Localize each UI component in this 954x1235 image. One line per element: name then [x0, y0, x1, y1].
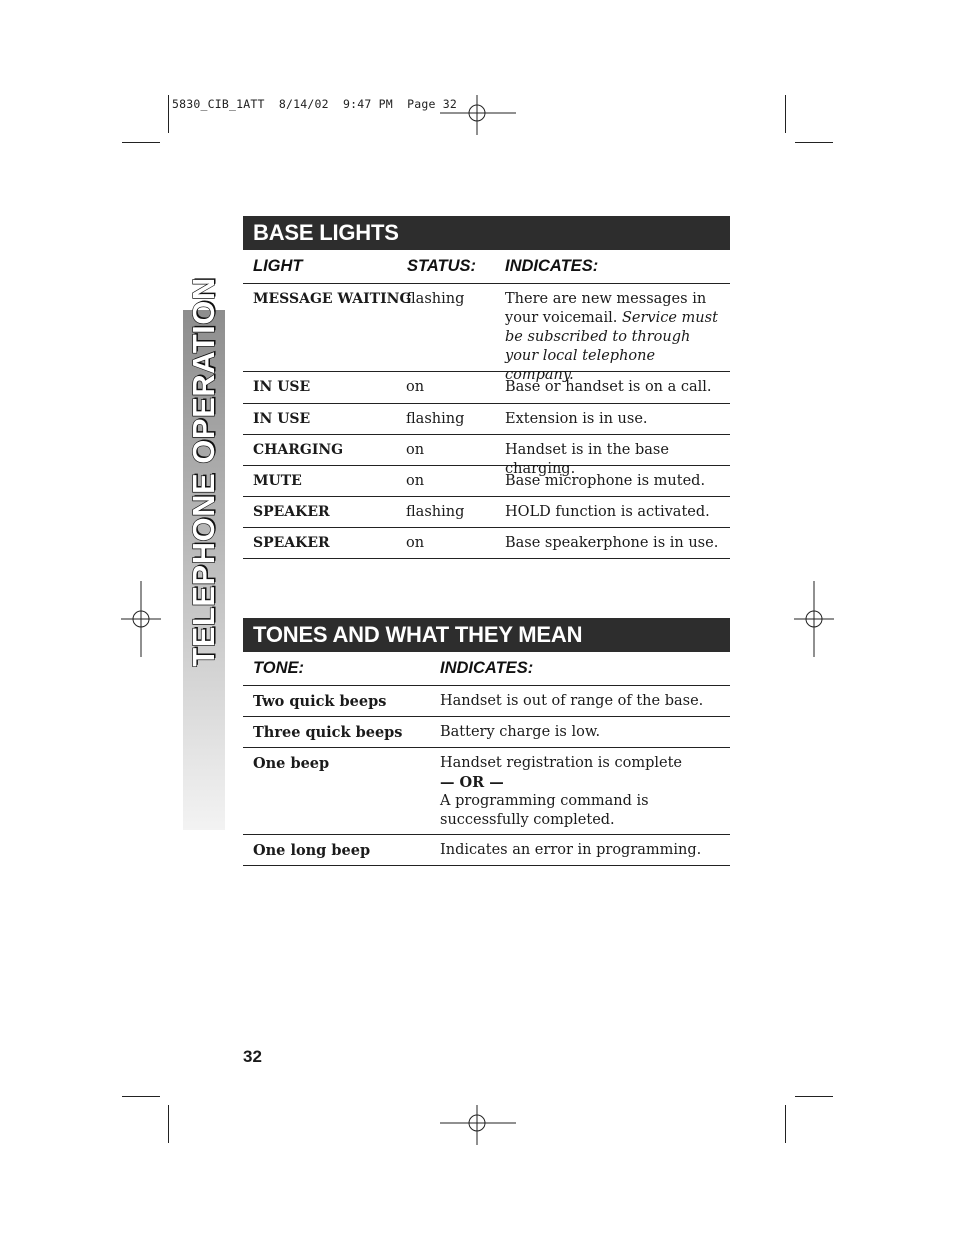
- tones-section: [243, 618, 730, 866]
- crop-mark: [122, 142, 160, 143]
- table-row: [243, 404, 730, 435]
- light-indicates: HOLD function is activated.: [505, 504, 710, 520]
- light-name: CHARGING: [253, 442, 344, 458]
- table-row: [243, 372, 730, 404]
- tone-name: One long beep: [253, 842, 371, 859]
- registration-mark-icon: [440, 1105, 516, 1145]
- side-tab-title: TELEPHONE OPERATION: [186, 277, 221, 667]
- table-row: [243, 497, 730, 528]
- crop-mark: [168, 1105, 169, 1143]
- base-lights-column-headers: [243, 250, 730, 284]
- light-indicates: Extension is in use.: [505, 411, 648, 427]
- light-status: flashing: [406, 411, 465, 427]
- tone-indicates: Indicates an error in programming.: [440, 842, 702, 858]
- tone-name: One beep: [253, 755, 330, 772]
- crop-mark: [122, 1096, 160, 1097]
- light-indicates: Handset is in the base charging.: [505, 442, 669, 477]
- light-status: flashing: [406, 291, 465, 307]
- column-header-indicates: INDICATES:: [505, 257, 599, 275]
- base-lights-title: BASE LIGHTS: [243, 216, 730, 250]
- tones-title: TONES AND WHAT THEY MEAN: [243, 618, 730, 652]
- tone-indicates: Battery charge is low.: [440, 724, 601, 740]
- light-status: on: [406, 473, 425, 489]
- crop-mark: [785, 95, 786, 133]
- table-row: [243, 466, 730, 497]
- table-row: [243, 686, 730, 717]
- light-status: on: [406, 442, 425, 458]
- light-indicates: Base microphone is muted.: [505, 473, 706, 489]
- light-name: MESSAGE WAITING: [253, 291, 412, 307]
- light-status: flashing: [406, 504, 465, 520]
- crop-mark: [785, 1105, 786, 1143]
- indicates-note: Service must be subscribed to through your local telephone company.: [505, 310, 718, 383]
- table-row: [243, 528, 730, 559]
- tones-column-headers: [243, 652, 730, 686]
- light-name: MUTE: [253, 473, 302, 489]
- tone-name: Two quick beeps: [253, 693, 387, 710]
- column-header-tone: TONE:: [253, 659, 305, 677]
- table-row: [243, 284, 730, 383]
- indicates-alt-text: A programming command is successfully completed.: [440, 793, 649, 828]
- light-name: SPEAKER: [253, 504, 330, 520]
- base-lights-section: [243, 216, 730, 559]
- light-status: on: [406, 535, 425, 551]
- light-indicates: Base or handset is on a call.: [505, 379, 712, 395]
- printer-slug: 5830_CIB_1ATT 8/14/02 9:47 PM Page 32: [172, 97, 457, 111]
- tone-indicates: Handset is out of range of the base.: [440, 693, 704, 709]
- indicates-text: There are new messages in your voicemail.: [505, 291, 707, 326]
- registration-mark-icon: [440, 95, 516, 135]
- column-header-light: LIGHT: [253, 257, 303, 275]
- light-name: IN USE: [253, 411, 311, 427]
- light-indicates: [505, 290, 727, 385]
- crop-mark: [168, 95, 169, 133]
- light-name: SPEAKER: [253, 535, 330, 551]
- column-header-status: STATUS:: [407, 257, 477, 275]
- table-row: [243, 435, 730, 477]
- registration-mark-icon: [121, 581, 161, 657]
- tone-name: Three quick beeps: [253, 724, 403, 741]
- tone-indicates: [440, 754, 725, 830]
- registration-mark-icon: [794, 581, 834, 657]
- crop-mark: [795, 1096, 833, 1097]
- table-row: [243, 835, 730, 866]
- indicates-text: Handset registration is complete: [440, 755, 682, 771]
- or-separator: — OR —: [440, 774, 504, 791]
- light-indicates: Base speakerphone is in use.: [505, 535, 719, 551]
- table-row: [243, 717, 730, 748]
- crop-mark: [795, 142, 833, 143]
- table-row: [243, 748, 730, 835]
- light-name: IN USE: [253, 379, 311, 395]
- column-header-indicates: INDICATES:: [440, 659, 534, 677]
- page-number: 32: [243, 1047, 262, 1066]
- light-status: on: [406, 379, 425, 395]
